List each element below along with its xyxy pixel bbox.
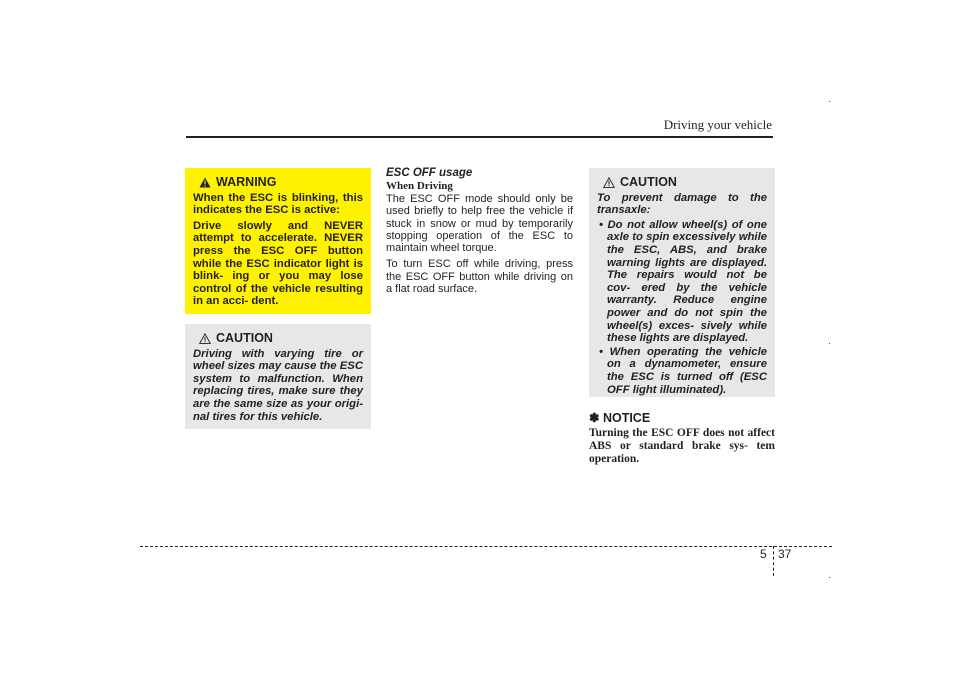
crop-mark: [829, 577, 830, 578]
body-paragraph: To turn ESC off while driving, press the ESC OFF button while driving on a flat road surface.: [386, 258, 573, 296]
caution-list: [597, 219, 767, 396]
caution-heading-label: CAUTION: [620, 175, 677, 189]
caution-heading-label: CAUTION: [216, 331, 273, 345]
body-paragraph: The ESC OFF mode should only be used briefly to help free the vehicle if stuck in snow or mud by temporarily stopping operation of the ESC to maintain wheel torque.: [386, 193, 573, 255]
footer-divider: [773, 546, 774, 576]
page-number: 37: [778, 547, 792, 561]
warning-paragraph: Drive slowly and NEVER attempt to accelerate. NEVER press the ESC OFF button while the ESC indicator light is blink- ing or you may lose control of the vehicle resulting in an acci- dent.: [193, 219, 363, 308]
notice-section: [589, 410, 775, 466]
list-item: • Do not allow wheel(s) of one axle to spin excessively while the ESC, ABS, and brake warning lights are displayed. The repairs would not be cov- ered by the vehicle warranty. Reduce engine power and do not spin the wheel(s) exces- sively while these lights are displayed.: [599, 218, 768, 345]
crop-mark: [829, 343, 830, 344]
caution-tire-box: [185, 324, 371, 429]
warning-box: [185, 168, 371, 314]
caution-heading: [597, 176, 767, 189]
list-item-text: Do not allow wheel(s) of one axle to spin excessively while the ESC, ABS, and brake warning lights are displayed. The repairs would not be cov- ered by the vehicle warranty. Reduce engine power and do not spin the wheel(s) exces- sively while these lights are displayed.: [607, 218, 768, 345]
list-item-text: When operating the vehicle on a dynamometer, ensure the ESC is turned off (ESC OFF light illuminated).: [607, 345, 768, 396]
caution-triangle-icon: [199, 333, 211, 344]
section-title: ESC OFF usage: [386, 167, 473, 179]
warning-paragraph: When the ESC is blinking, this indicates the ESC is active:: [193, 191, 363, 217]
caution-transaxle-box: [589, 168, 775, 397]
esc-off-usage-section: [386, 167, 573, 299]
warning-heading-label: WARNING: [216, 175, 277, 189]
notice-text: Turning the ESC OFF does not affect ABS or standard brake sys- tem operation.: [589, 427, 775, 465]
caution-tire-text: Driving with varying tire or wheel sizes may cause the ESC system to malfunction. When replacing tires, make sure they are the same size as your origi- nal tires for this vehicle.: [193, 347, 363, 423]
crop-mark: [829, 101, 830, 102]
warning-heading: [193, 176, 363, 189]
footer-rule: [140, 546, 832, 547]
chapter-number: 5: [760, 547, 767, 561]
section-subtitle: When Driving: [386, 180, 453, 192]
warning-triangle-icon: [199, 177, 211, 188]
caution-triangle-icon: [603, 177, 615, 188]
caution-intro: To prevent damage to the transaxle:: [597, 191, 767, 217]
notice-heading: ✽ NOTICE: [589, 411, 651, 425]
list-item: • When operating the vehicle on a dynamometer, ensure the ESC is turned off (ESC OFF light illuminated).: [599, 345, 768, 396]
header-rule: [186, 136, 773, 138]
caution-heading: [193, 332, 363, 345]
page-header-title: Driving your vehicle: [663, 117, 772, 132]
